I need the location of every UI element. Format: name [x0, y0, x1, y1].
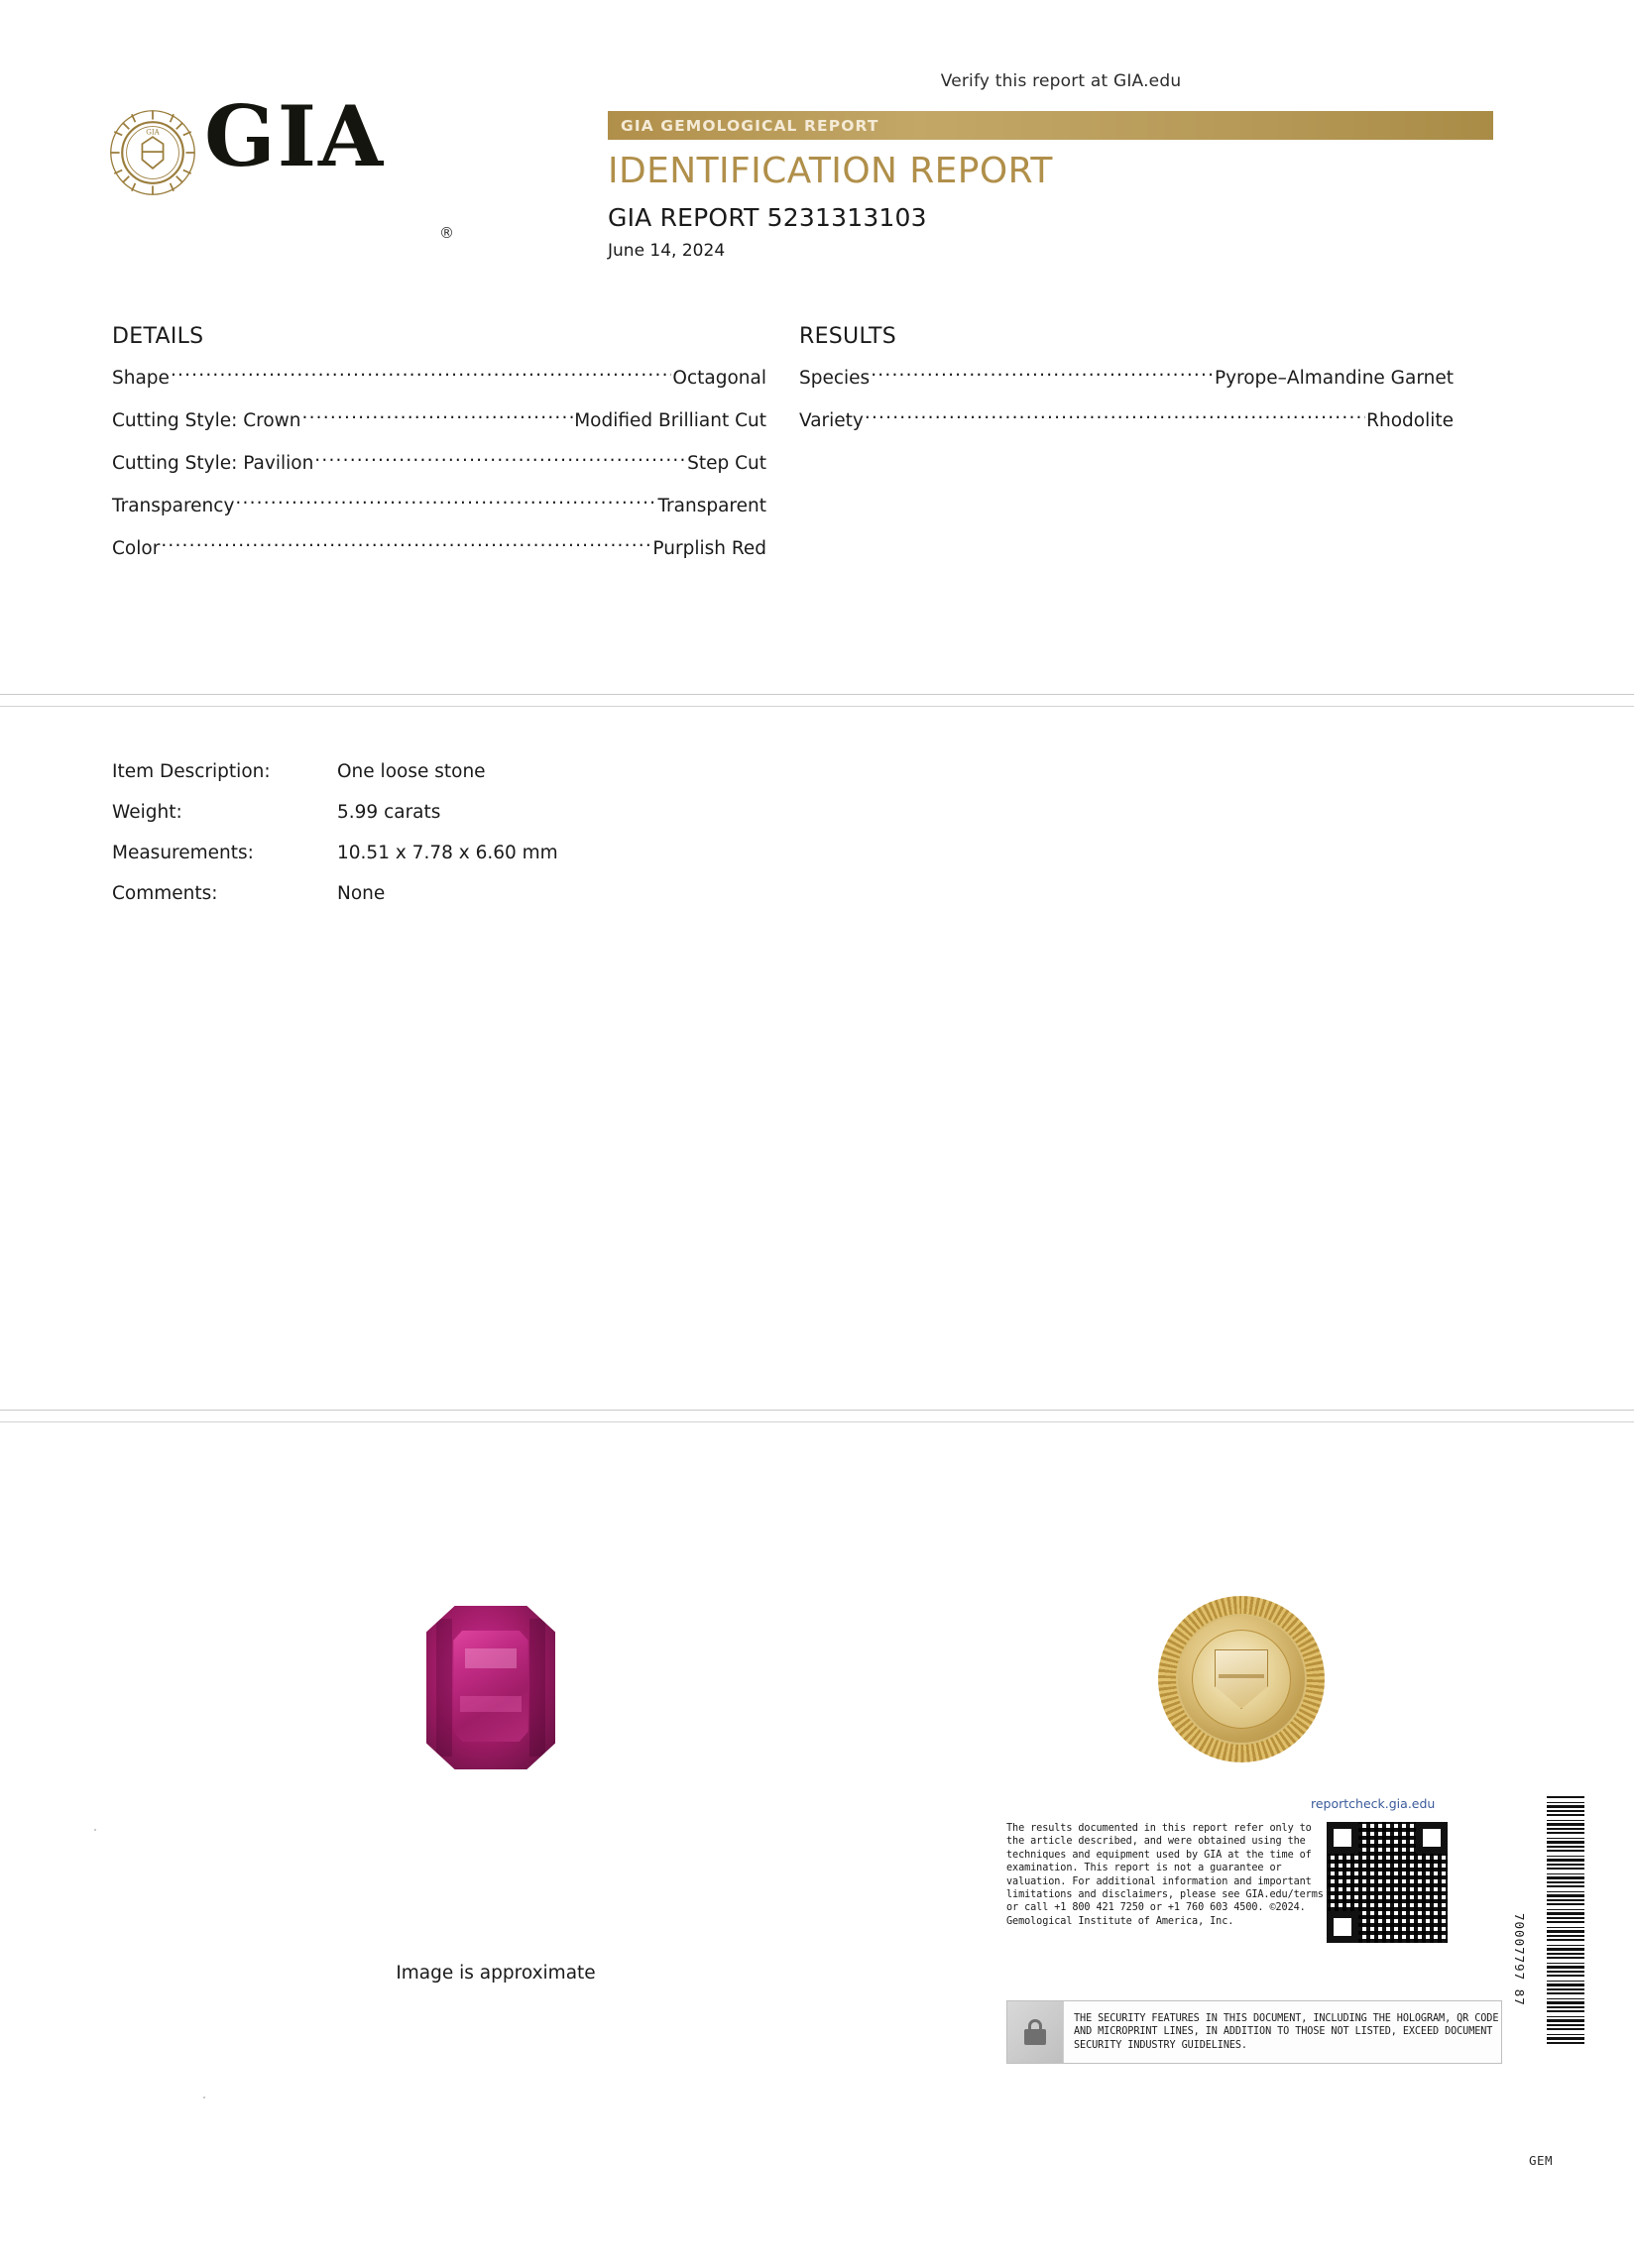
gia-logo	[109, 87, 506, 242]
reportcheck-url-label: reportcheck.gia.edu	[1311, 1796, 1436, 1811]
section-divider-bottom	[0, 1410, 1634, 1411]
gem-code-label: GEM	[1529, 2153, 1554, 2168]
section-divider-top	[0, 694, 1634, 695]
qr-code[interactable]	[1327, 1822, 1448, 1943]
detail-value: Step Cut	[687, 452, 766, 474]
leader-dots	[235, 493, 656, 511]
item-value-description: One loose stone	[337, 761, 486, 782]
item-label-measurements: Measurements:	[112, 843, 254, 863]
security-features-band	[1006, 2000, 1502, 2064]
detail-row-color	[112, 535, 766, 559]
barcode-number: 70007797 87	[1512, 1913, 1527, 2006]
section-divider-bottom-2	[0, 1421, 1634, 1422]
result-row-species	[799, 365, 1454, 389]
item-value-comments: None	[337, 883, 386, 904]
result-value: Pyrope–Almandine Garnet	[1214, 367, 1454, 389]
detail-label: Shape	[112, 367, 170, 389]
result-row-variety	[799, 407, 1454, 431]
qr-finder-top-right	[1416, 1822, 1448, 1854]
gem-facet-right	[529, 1619, 545, 1757]
leader-dots	[871, 365, 1214, 384]
detail-value: Transparent	[657, 495, 766, 516]
report-date: June 14, 2024	[608, 241, 726, 261]
detail-row-shape	[112, 365, 766, 389]
detail-label: Color	[112, 537, 161, 559]
details-heading: DETAILS	[112, 324, 204, 349]
paper-speck	[94, 1829, 96, 1831]
leader-dots	[171, 365, 671, 384]
detail-row-cutting-style-pavilion	[112, 450, 766, 474]
detail-label: Cutting Style: Pavilion	[112, 452, 314, 474]
detail-value: Purplish Red	[652, 537, 766, 559]
detail-row-cutting-style-crown	[112, 407, 766, 431]
item-label-description: Item Description:	[112, 761, 271, 782]
results-heading: RESULTS	[799, 324, 896, 349]
lock-icon	[1007, 2001, 1064, 2063]
result-label: Variety	[799, 409, 864, 431]
gemstone-image	[426, 1606, 555, 1769]
leader-dots	[302, 407, 574, 426]
gia-wordmark: GIA	[204, 87, 386, 185]
section-divider-top-2	[0, 706, 1634, 707]
leader-dots	[161, 535, 651, 554]
qr-finder-top-left	[1327, 1822, 1358, 1854]
security-band-text: THE SECURITY FEATURES IN THIS DOCUMENT, INCLUDING THE HOLOGRAM, QR CODE AND MICROPRINT LINES, IN ADDITION TO THOSE NOT LISTED, EXCEED DOCUMENT SECURITY INDUSTRY GUIDELINES.	[1074, 2012, 1499, 2051]
leader-dots	[865, 407, 1365, 426]
leader-dots	[314, 450, 686, 469]
result-label: Species	[799, 367, 871, 389]
detail-value: Modified Brilliant Cut	[574, 409, 766, 431]
gem-facet-secondary	[460, 1696, 522, 1713]
report-title: IDENTIFICATION REPORT	[608, 151, 1053, 191]
gemstone-octagon-shape	[426, 1606, 555, 1769]
detail-label: Cutting Style: Crown	[112, 409, 301, 431]
seal-crest-bar	[1219, 1674, 1264, 1678]
gold-header-bar	[608, 111, 1493, 140]
gem-facet-highlight	[465, 1648, 517, 1668]
detail-row-transparency	[112, 493, 766, 516]
gem-facet-left	[436, 1619, 452, 1757]
qr-finder-bottom-left	[1327, 1911, 1358, 1943]
svg-text:GIA: GIA	[146, 127, 160, 137]
gem-table-facet	[453, 1631, 527, 1742]
detail-value: Octagonal	[672, 367, 766, 389]
result-value: Rhodolite	[1366, 409, 1454, 431]
gia-seal-icon	[109, 109, 196, 196]
item-label-comments: Comments:	[112, 883, 218, 904]
footer-fine-print: The results documented in this report refer only to the article described, and were obtained using the techniques and equipment used by GIA at the time of examination. This report is not a guarantee or valuation. For additional information and important limitations and disclaimers, please see GIA.edu/terms or call +1 800 421 7250 or +1 760 603 4500. ©2024. Gemological Institute of America, Inc.	[1006, 1823, 1324, 1927]
gem-image-caption: Image is approximate	[396, 1963, 596, 1984]
barcode	[1547, 1796, 1584, 2044]
item-label-weight: Weight:	[112, 802, 182, 823]
paper-speck	[203, 2097, 205, 2098]
gia-hologram-seal-icon	[1158, 1596, 1325, 1762]
item-value-weight: 5.99 carats	[337, 802, 441, 823]
item-value-measurements: 10.51 x 7.78 x 6.60 mm	[337, 843, 558, 863]
registered-mark: ®	[439, 224, 454, 242]
gold-bar-label: GIA GEMOLOGICAL REPORT	[621, 117, 879, 135]
detail-label: Transparency	[112, 495, 235, 516]
verify-report-text: Verify this report at GIA.edu	[940, 71, 1182, 91]
report-number: GIA REPORT 5231313103	[608, 203, 927, 232]
